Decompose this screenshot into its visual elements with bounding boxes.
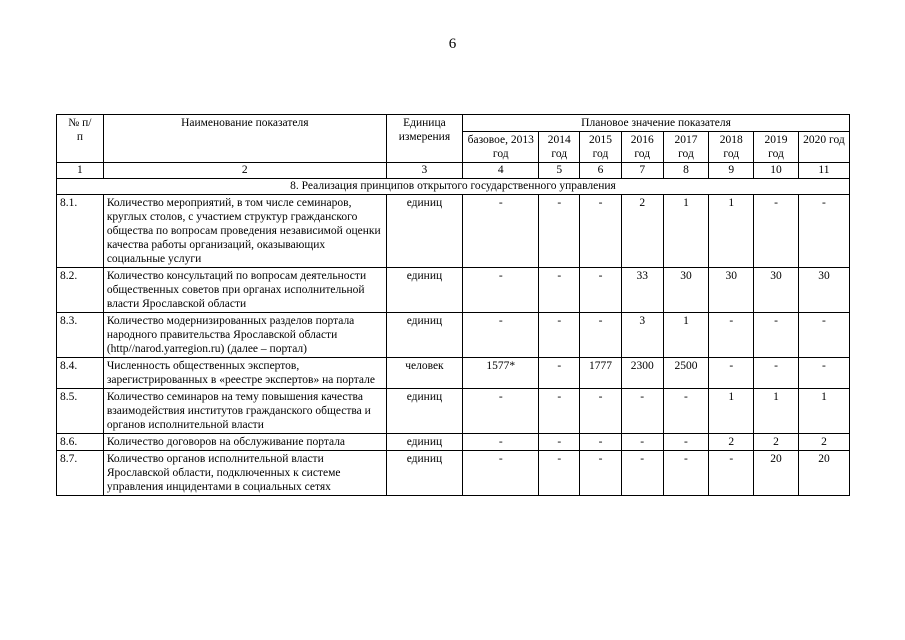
planned-value: - (709, 313, 754, 358)
header-planned: Плановое значение показателя (463, 115, 850, 132)
planned-value: - (539, 195, 580, 268)
column-numbers-row (57, 163, 850, 179)
indicator-name: Количество консультаций по вопросам деятельности общественных советов при органах исполнительной власти Ярославской области (103, 268, 386, 313)
header-year: 2018 год (709, 132, 754, 163)
planned-value: - (539, 268, 580, 313)
planned-value: - (621, 451, 663, 496)
planned-value: 1 (709, 389, 754, 434)
planned-value: - (580, 434, 622, 451)
header-year: 2014 год (539, 132, 580, 163)
table-row (57, 313, 850, 358)
table-row (57, 268, 850, 313)
planned-value: 20 (754, 451, 799, 496)
planned-value: - (663, 451, 709, 496)
planned-value: - (580, 313, 622, 358)
planned-value: 1 (709, 195, 754, 268)
page-number: 6 (448, 36, 457, 52)
row-number: 8.1. (57, 195, 104, 268)
header-year: 2020 год (798, 132, 849, 163)
planned-value: 1777 (580, 358, 622, 389)
unit: единиц (386, 434, 462, 451)
planned-value: - (463, 268, 539, 313)
planned-value: - (621, 389, 663, 434)
planned-value: 2 (709, 434, 754, 451)
planned-value: - (663, 389, 709, 434)
indicator-name: Количество модернизированных разделов портала народного правительства Ярославской области (http//narod.yarregion.ru) (далее – портал) (103, 313, 386, 358)
planned-value: - (580, 451, 622, 496)
column-number: 6 (580, 163, 622, 179)
planned-value: - (539, 451, 580, 496)
planned-value: - (463, 313, 539, 358)
planned-value: - (539, 389, 580, 434)
planned-value: 2 (798, 434, 849, 451)
planned-value: 3 (621, 313, 663, 358)
unit: человек (386, 358, 462, 389)
unit: единиц (386, 195, 462, 268)
planned-value: 1 (754, 389, 799, 434)
header-year: 2019 год (754, 132, 799, 163)
planned-value: - (539, 358, 580, 389)
planned-value: - (798, 358, 849, 389)
planned-value: - (463, 451, 539, 496)
table-row (57, 434, 850, 451)
planned-value: - (663, 434, 709, 451)
header-name: Наименование показателя (103, 115, 386, 163)
section-title: 8. Реализация принципов открытого государственного управления (57, 179, 850, 195)
planned-value: 2300 (621, 358, 663, 389)
planned-value: - (539, 434, 580, 451)
unit: единиц (386, 268, 462, 313)
planned-value: - (580, 195, 622, 268)
column-number: 9 (709, 163, 754, 179)
table-row (57, 358, 850, 389)
row-number: 8.3. (57, 313, 104, 358)
planned-value: 1 (798, 389, 849, 434)
planned-value: 1577* (463, 358, 539, 389)
planned-value: 30 (709, 268, 754, 313)
row-number: 8.7. (57, 451, 104, 496)
planned-value: - (463, 434, 539, 451)
column-number: 2 (103, 163, 386, 179)
planned-value: 1 (663, 313, 709, 358)
section-row (57, 179, 850, 195)
row-number: 8.2. (57, 268, 104, 313)
column-number: 5 (539, 163, 580, 179)
header-row (57, 115, 850, 132)
planned-value: - (798, 195, 849, 268)
planned-value: - (798, 313, 849, 358)
planned-value: - (709, 451, 754, 496)
table-row (57, 389, 850, 434)
table-row (57, 195, 850, 268)
planned-value: - (754, 358, 799, 389)
planned-value: 2 (621, 195, 663, 268)
planned-value: 30 (798, 268, 849, 313)
header-year: 2016 год (621, 132, 663, 163)
row-number: 8.6. (57, 434, 104, 451)
unit: единиц (386, 389, 462, 434)
planned-value: 1 (663, 195, 709, 268)
planned-value: - (621, 434, 663, 451)
planned-value: - (463, 195, 539, 268)
header-year: 2015 год (580, 132, 622, 163)
planned-value: - (754, 195, 799, 268)
planned-value: - (580, 268, 622, 313)
indicator-name: Численность общественных экспертов, зарегистрированных в «реестре экспертов» на портале (103, 358, 386, 389)
column-number: 8 (663, 163, 709, 179)
planned-value: 2 (754, 434, 799, 451)
header-year: базовое, 2013 год (463, 132, 539, 163)
column-number: 1 (57, 163, 104, 179)
row-number: 8.5. (57, 389, 104, 434)
planned-value: - (709, 358, 754, 389)
column-number: 3 (386, 163, 462, 179)
planned-value: 33 (621, 268, 663, 313)
unit: единиц (386, 451, 462, 496)
planned-value: - (463, 389, 539, 434)
header-num: № п/п (57, 115, 104, 163)
indicator-name: Количество органов исполнительной власти Ярославской области, подключенных к системе управления инцидентами в социальных сетях (103, 451, 386, 496)
planned-value: - (539, 313, 580, 358)
planned-value: - (580, 389, 622, 434)
indicator-name: Количество мероприятий, в том числе семинаров, круглых столов, с участием структур гражданского общества по вопросам проведения независимой оценки качества работы организаций, оказывающих социальные услуги (103, 195, 386, 268)
planned-value: 20 (798, 451, 849, 496)
column-number: 4 (463, 163, 539, 179)
table-row (57, 451, 850, 496)
planned-value: 2500 (663, 358, 709, 389)
row-number: 8.4. (57, 358, 104, 389)
header-unit: Единица измерения (386, 115, 462, 163)
indicators-table (56, 114, 850, 496)
column-number: 10 (754, 163, 799, 179)
header-year: 2017 год (663, 132, 709, 163)
planned-value: - (754, 313, 799, 358)
column-number: 7 (621, 163, 663, 179)
indicator-name: Количество семинаров на тему повышения качества взаимодействия институтов гражданского общества и органов исполнительной власти (103, 389, 386, 434)
column-number: 11 (798, 163, 849, 179)
planned-value: 30 (754, 268, 799, 313)
unit: единиц (386, 313, 462, 358)
planned-value: 30 (663, 268, 709, 313)
indicator-name: Количество договоров на обслуживание портала (103, 434, 386, 451)
